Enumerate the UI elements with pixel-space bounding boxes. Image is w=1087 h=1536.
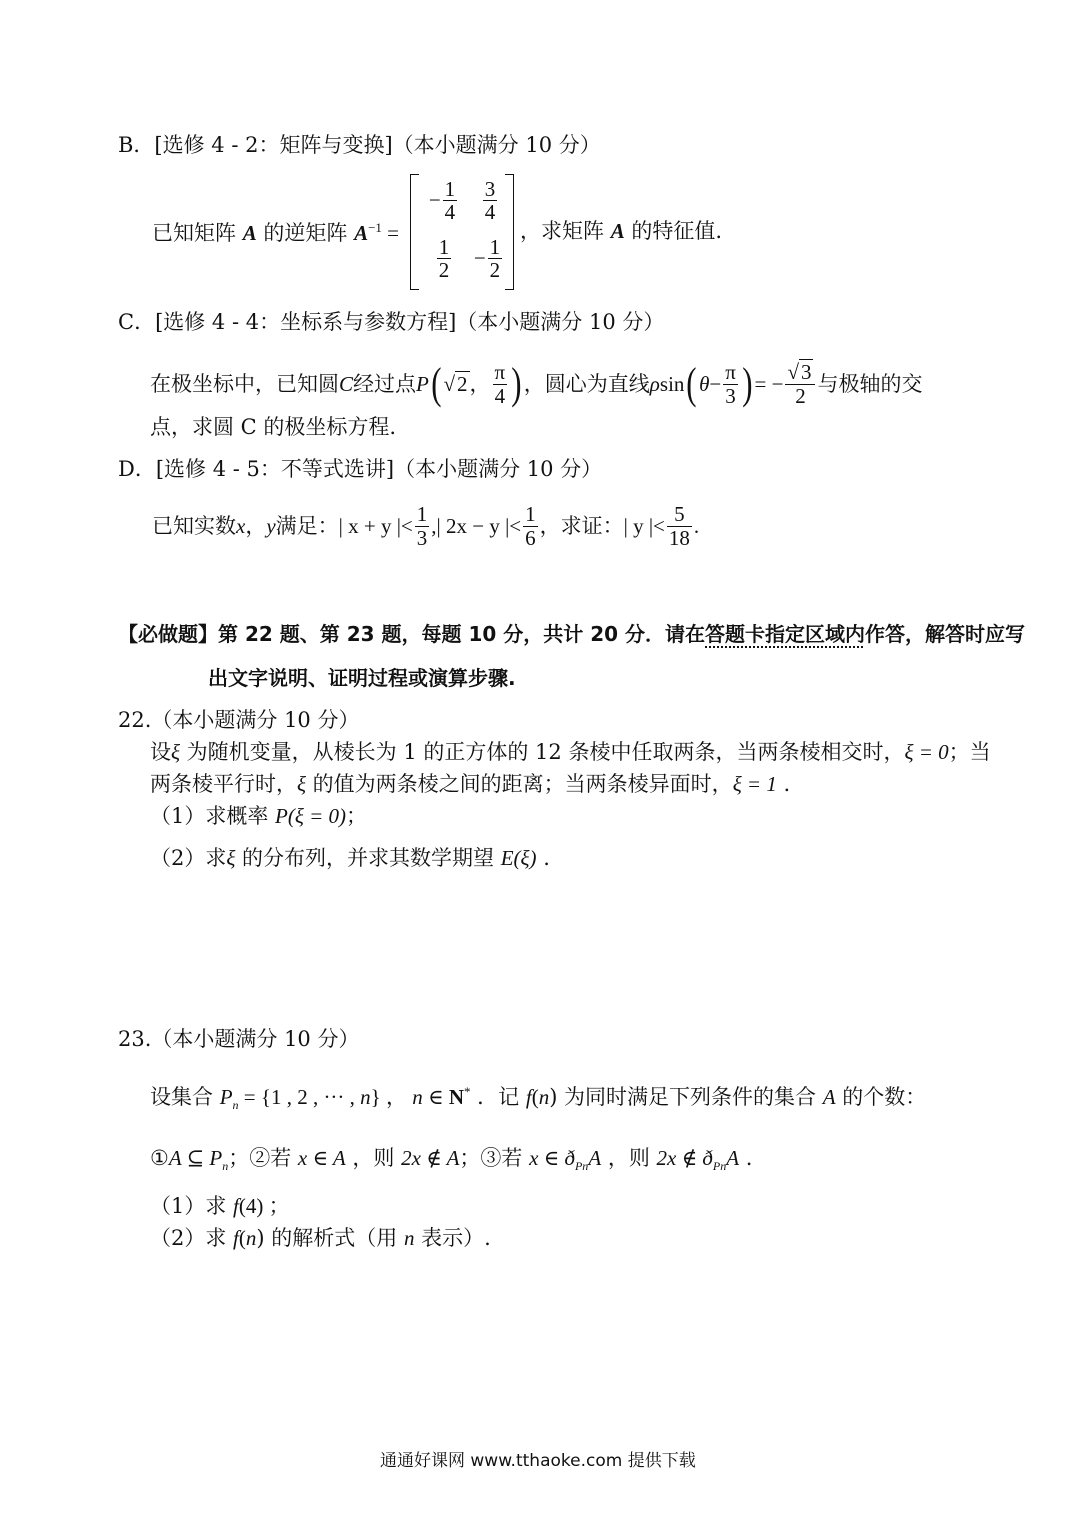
section-b-heading: B．[选修 4 - 2：矩阵与变换]（本小题满分 10 分） (118, 133, 601, 157)
q22-heading: 22.（本小题满分 10 分） (118, 708, 360, 732)
section-d-problem: 已知实数 x ， y 满足： | x + y |< $\frac{1}{3}$ , | 2x − y |< $\frac{1}{6}$ ，求证： | y |< $\frac{5}{18}$ . (152, 502, 700, 550)
section-c-problem-line2: 点，求圆 C 的极坐标方程. (150, 415, 397, 439)
q23-part1: （1）求 f(4) ； (150, 1194, 290, 1218)
section-c-heading: C．[选修 4 - 4：坐标系与参数方程]（本小题满分 10 分） (118, 310, 665, 334)
q22-part1: （1）求概率 P(ξ = 0)； (150, 804, 368, 828)
footer-credit: 通通好课网 www.tthaoke.com 提供下载 (380, 1451, 696, 1471)
required-instruction-line1: 【必做题】第 22 题、第 23 题，每题 10 分，共计 20 分．请在答题卡指定区域内作答，解答时应写 (118, 622, 1026, 646)
q23-part2: （2）求 f(n) 的解析式（用 n 表示）. (150, 1226, 491, 1250)
q22-line2: 两条棱平行时，ξ 的值为两条棱之间的距离；当两条棱异面时，ξ = 1 . (150, 772, 791, 796)
q23-conditions: ①A ⊆ $P_n$；②若 x ∈ A ，则 2x ∉ A；③若 x ∈ $ð_{Pn}A$ ，则 2x ∉ $ð_{Pn}A$ . (150, 1146, 753, 1174)
q22-part2: （2）求ξ 的分布列，并求其数学期望 E(ξ) . (150, 846, 550, 870)
section-d-heading: D．[选修 4 - 5：不等式选讲]（本小题满分 10 分） (118, 457, 603, 481)
q22-line1: 设ξ 为随机变量，从棱长为 1 的正方体的 12 条棱中任取两条，当两条棱相交时，ξ = 0；当 (150, 740, 991, 764)
section-b-problem-tail: ，求矩阵 A 的特征值. (520, 219, 723, 243)
inverse-matrix: − $\frac{1}{4}$ $\frac{3}{4}$ $\frac{1}{2}$ − $\frac{1}{2}$ (410, 174, 514, 290)
required-instruction-line2: 出文字说明、证明过程或演算步骤. (208, 666, 516, 690)
q23-line1: 设集合 $P_n = \{1$ , 2 , ··· , n} ， n ∈ N* ．记 f(n) 为同时满足下列条件的集合 A 的个数： (150, 1084, 927, 1113)
q23-heading: 23.（本小题满分 10 分） (118, 1027, 360, 1051)
section-c-problem-line1: 在极坐标中，已知圆 C 经过点 P ( √2 ， $\frac{\pi}{4}$ ) ，圆心为直线 ρ sin ( θ − $\frac{\pi}{3}$ ) = − $\frac{√3}{2}$ 与极轴的交 (150, 359, 923, 408)
section-b-problem: 已知矩阵 A 的逆矩阵 $A^{-1}$ = (152, 220, 400, 245)
